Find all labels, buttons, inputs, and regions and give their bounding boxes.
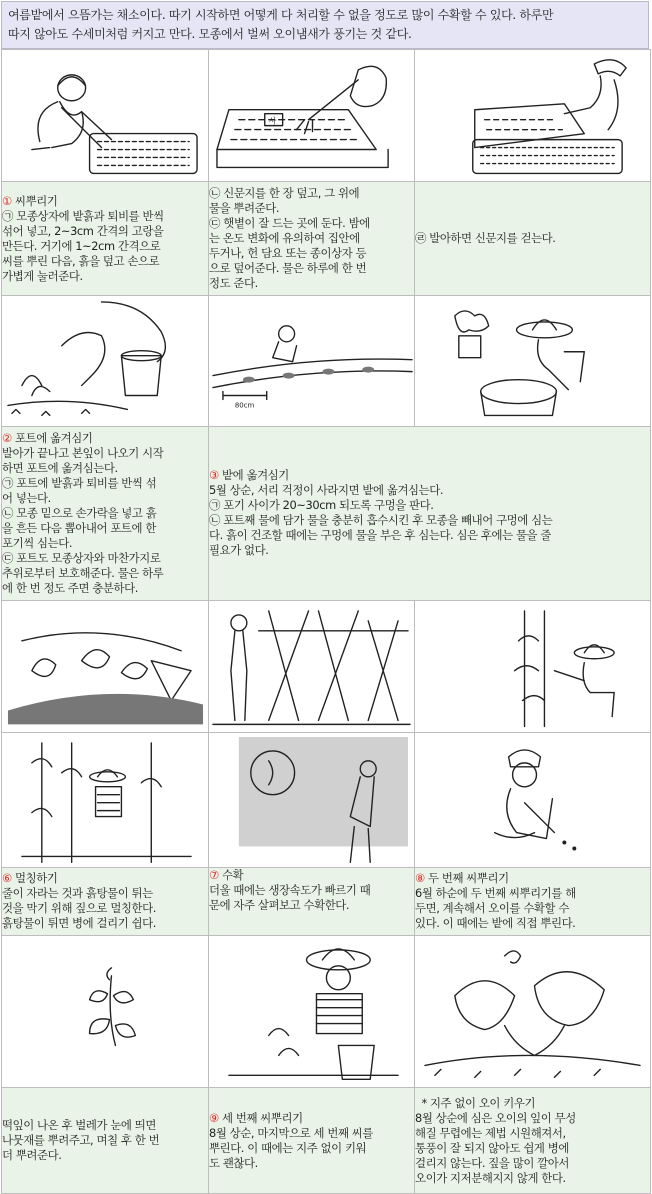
step-6-line-3: 흙탕물이 튀면 병에 걸리기 쉽다. — [2, 916, 156, 931]
illustration-cover-seedlings — [2, 600, 209, 732]
step-2-line-4: 어 넣는다. — [2, 490, 51, 505]
person-sowing-field-icon — [415, 733, 650, 866]
step-9-number: ⑨ — [209, 1110, 219, 1125]
cucumber-leaves-icon — [415, 936, 650, 1087]
step-3-line-1: 5월 상순, 서리 걱정이 사라지면 밭에 옮겨심는다. — [209, 483, 444, 498]
step-3-line-2: ㉠ 포기 사이가 20~30cm 되도록 구멍을 판다. — [209, 498, 434, 513]
step-1b-line-4: 는 온도 변화에 유의하여 집안에 — [209, 231, 360, 246]
step-1b-line-1: ㉡ 신문지를 한 장 덮고, 그 위에 — [209, 186, 360, 201]
step-6-number: ⑥ — [2, 871, 12, 886]
note-line-1: 8월 상순에 심은 오이의 잎이 무성 — [415, 1110, 576, 1125]
illustration-no-support — [415, 935, 651, 1087]
person-tying-vines-icon — [415, 601, 650, 732]
step-7-title — [209, 868, 414, 883]
illustration-removing-newspaper — [415, 50, 651, 182]
step-8-number: ⑧ — [415, 871, 425, 886]
step-9-line-3: 도 괜찮다. — [209, 1155, 258, 1170]
step-8-title-text: 두 번째 씨뿌리기 — [424, 871, 509, 886]
step-2-pot-transplant — [2, 426, 209, 600]
step-3-line-3: ㉡ 포트째 물에 담가 물을 충분히 흡수시킨 후 모종을 빼내어 구멍에 심는 — [209, 513, 553, 528]
step-1-line-4: 씨를 뿌린 다음, 흙을 덮고 손으로 — [2, 253, 160, 268]
step-9-title — [209, 1111, 414, 1126]
step-1-title — [2, 194, 208, 209]
step-7-line-2: 문에 자주 살펴보고 수확한다. — [209, 897, 350, 912]
no-support-note — [415, 1088, 651, 1194]
step-1-number: ① — [2, 193, 12, 208]
child-mulching-icon — [2, 733, 208, 866]
step-3-number: ③ — [209, 468, 219, 483]
step-6-line-1: 줄이 자라는 것과 흙탕물이 튀는 — [2, 886, 153, 901]
illustration-harvesting — [209, 733, 415, 867]
step-1-line-5: 가볍게 눌러준다. — [2, 268, 83, 283]
step-2-line-10: 에 한 번 정도 주면 충분하다. — [2, 580, 138, 595]
step-3-line-4: 다. 흙이 건조할 때에는 구멍에 물을 부은 후 심는다. 심은 후에는 물을 줄 — [209, 528, 551, 543]
step-6-title — [2, 871, 208, 886]
step-8-line-3: 있다. 이 때에는 밭에 직접 뿌린다. — [415, 916, 576, 931]
step-1b-line-2: 물을 뿌려준다. — [209, 201, 280, 216]
step-2-title — [2, 431, 208, 446]
step-1-cover-newspaper — [209, 182, 415, 296]
step-3-field-transplant — [209, 426, 651, 600]
step-3-title — [209, 468, 650, 483]
tip-line-2: 나뭇재를 뿌려주고, 며칠 후 한 번 — [2, 1133, 160, 1148]
steps-table — [1, 49, 651, 1194]
intro-line-1: 여름밭에서 으뜸가는 채소이다. 따기 시작하면 어떻게 다 처리할 수 없을 정도로 많이 수확할 수 있다. 하루만 — [8, 8, 554, 22]
watering-can-icon — [209, 50, 414, 181]
step-9-third-sowing — [209, 1088, 415, 1194]
step-2-line-2: 하면 포트에 옮겨심는다. — [2, 460, 118, 475]
person-third-sowing-icon — [209, 936, 414, 1087]
illustration-seedling-sprout — [2, 935, 209, 1087]
step-1b-line-3: ㉢ 햇볕이 잘 드는 곳에 둔다. 밤에 — [209, 216, 370, 231]
image-row-5 — [2, 935, 651, 1087]
image-row-1 — [2, 50, 651, 182]
step-8-ash-tip — [2, 1088, 209, 1194]
note-line-4: 걸리지 않는다. 짚을 많이 깔아서 — [415, 1155, 569, 1170]
support-poles-icon — [209, 601, 414, 732]
step-1-line-1: ㉠ 모종상자에 밭흙과 퇴비를 반씩 — [2, 208, 164, 223]
text-row-3 — [2, 867, 651, 935]
step-2-line-6: 을 흔든 다음 뽑아내어 포트에 한 — [2, 520, 156, 535]
step-3-line-5: 필요가 없다. — [209, 543, 269, 558]
note-line-5: 오이가 지저분해지지 않게 한다. — [415, 1170, 566, 1185]
step-9-title-text: 세 번째 씨뿌리기 — [218, 1110, 303, 1125]
step-6-title-text: 멀칭하기 — [11, 871, 58, 886]
text-row-1 — [2, 182, 651, 296]
step-2-line-7: 포기씩 심는다. — [2, 535, 73, 550]
seedling-icon — [2, 936, 208, 1087]
hands-transplanting-icon — [2, 296, 208, 425]
step-1-sowing — [2, 182, 209, 296]
distance-label: 80cm — [234, 401, 255, 410]
image-row-4 — [2, 733, 651, 867]
image-row-2 — [2, 296, 651, 426]
step-8-line-2: 두면, 계속해서 오이를 수확할 수 — [415, 901, 569, 916]
field-rows-icon — [209, 296, 414, 425]
illustration-tying-vines — [415, 600, 651, 732]
step-2-title-text: 포트에 옮겨심기 — [11, 430, 93, 445]
step-3-title-text: 밭에 옮겨심기 — [218, 468, 289, 483]
step-9-line-2: 뿌린다. 이 때에는 지주 없이 키워 — [209, 1140, 367, 1155]
step-1c-line-1: ㉣ 발아하면 신문지를 걷는다. — [415, 231, 556, 246]
step-7-line-1: 더울 때에는 생장속도가 빠르기 때 — [209, 882, 371, 897]
step-1-line-3: 만든다. 거기에 1~2cm 간격으로 — [2, 238, 161, 253]
step-7-number: ⑦ — [209, 867, 219, 882]
step-1b-line-5: 두거나, 헌 담요 또는 종이상자 등 — [209, 246, 367, 261]
tip-line-3: 더 뿌려준다. — [2, 1148, 62, 1163]
person-removing-newspaper-icon — [415, 50, 650, 181]
person-harvesting-icon — [209, 733, 414, 866]
text-row-4 — [2, 1088, 651, 1194]
sign-text: 사 — [268, 116, 277, 126]
step-6-mulching — [2, 867, 209, 935]
note-line-3: 통풍이 잘 되지 않아도 쉽게 병에 — [415, 1140, 569, 1155]
text-row-2 — [2, 426, 651, 600]
intro-line-2: 따지 않아도 수세미처럼 커지고 만다. 모종에서 벌써 오이냄새가 풍기는 것 같다. — [8, 27, 412, 41]
step-7-title-text: 수확 — [218, 867, 244, 882]
tip-line-1: 떡잎이 나온 후 벌레가 눈에 띄면 — [2, 1118, 156, 1133]
step-8-second-sowing — [415, 867, 651, 935]
person-soaking-pot-icon — [415, 296, 650, 425]
step-1-remove-newspaper — [415, 182, 651, 296]
illustration-sowing-seed-tray — [2, 50, 209, 182]
illustration-watering-newspaper — [209, 50, 415, 182]
illustration-second-sowing — [415, 733, 651, 867]
step-2-line-3: ㉠ 포트에 밭흙과 퇴비를 반씩 섞 — [2, 475, 157, 490]
step-2-line-1: 발아가 끝나고 본잎이 나오기 시작 — [2, 445, 164, 460]
intro-box — [1, 1, 649, 49]
illustration-third-sowing — [209, 935, 415, 1087]
illustration-transplant-to-field — [209, 296, 415, 426]
image-row-3 — [2, 600, 651, 732]
step-2-line-5: ㉡ 모종 밑으로 손가락을 넣고 흙 — [2, 505, 157, 520]
illustration-soaking-pot — [415, 296, 651, 426]
step-1b-line-7: 정도 준다. — [209, 276, 258, 291]
step-6-line-2: 것을 막기 위해 짚으로 멀칭한다. — [2, 901, 156, 916]
step-8-line-1: 6월 하순에 두 번째 씨뿌리기를 해 — [415, 886, 576, 901]
step-1-line-2: 섞어 넣고, 2~3cm 간격의 고랑을 — [2, 223, 164, 238]
illustration-transplant-to-pot — [2, 296, 209, 426]
step-1b-line-6: 으로 덮어준다. 물은 하루에 한 번 — [209, 261, 367, 276]
step-7-harvest — [209, 867, 415, 935]
step-2-number: ② — [2, 430, 12, 445]
note-line-2: 해질 무렵에는 제법 시원해져서, — [415, 1125, 566, 1140]
illustration-support-poles — [209, 600, 415, 732]
person-sowing-icon — [2, 50, 208, 181]
illustration-mulching — [2, 733, 209, 867]
step-9-line-1: 8월 상순, 마지막으로 세 번째 씨를 — [209, 1125, 374, 1140]
step-2-line-8: ㉢ 포트도 모종상자와 마찬가지로 — [2, 550, 161, 565]
covered-seedlings-icon — [2, 601, 208, 732]
note-title: * 지주 없이 오이 키우기 — [415, 1095, 536, 1110]
step-8-title — [415, 871, 650, 886]
step-2-line-9: 추위로부터 보호해준다. 물은 하루 — [2, 565, 164, 580]
step-1-title-text: 씨뿌리기 — [11, 193, 58, 208]
